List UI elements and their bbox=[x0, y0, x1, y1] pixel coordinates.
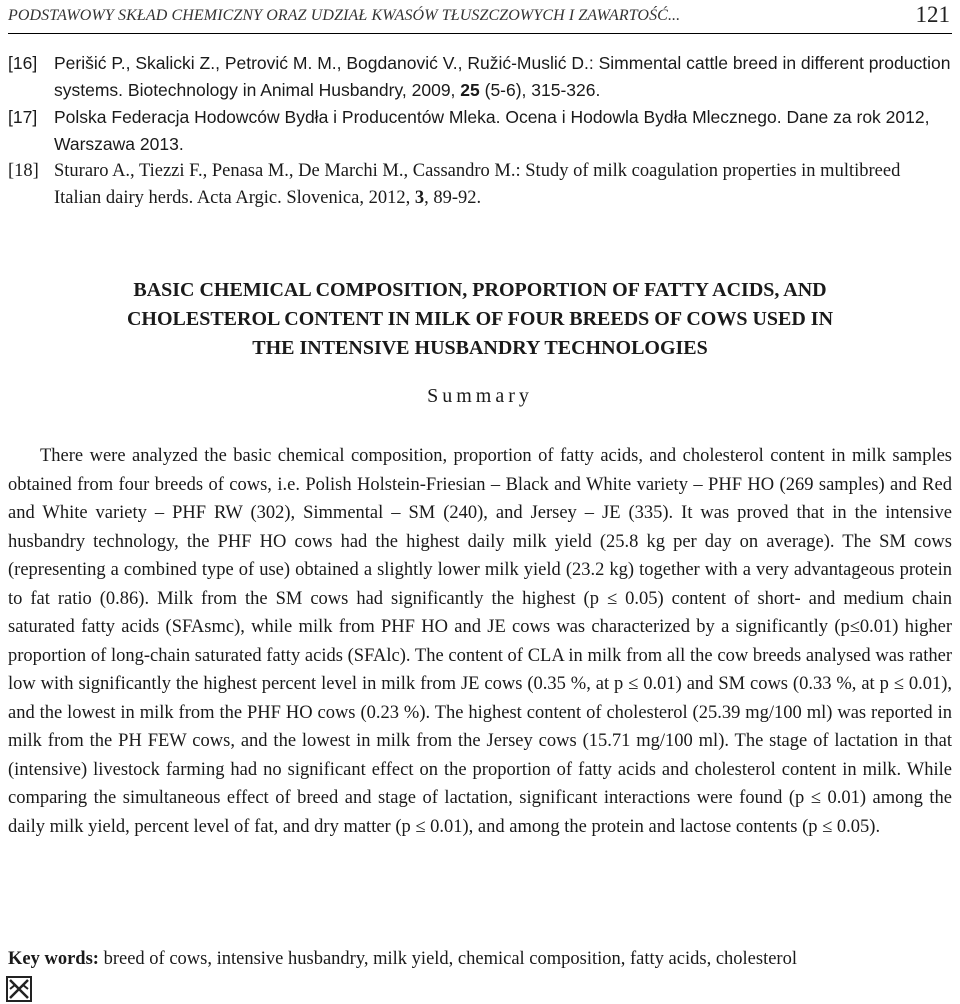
article-title bbox=[8, 276, 952, 363]
page-number: 121 bbox=[915, 2, 950, 27]
reference-text-tail: , 89-92. bbox=[424, 188, 482, 208]
reference-text: Perišić P., Skalicki Z., Petrović M. M., Bogdanović V., Ružić-Muslić D.: Simmental cattle breed in different production systems. Biotechnology in Animal Husbandry, 2009, bbox=[54, 53, 951, 100]
article-title-line: CHOLESTEROL CONTENT IN MILK OF FOUR BREEDS OF COWS USED IN bbox=[126, 308, 834, 330]
header-rule bbox=[8, 33, 952, 34]
reference-volume: 3 bbox=[414, 188, 425, 208]
running-title: PODSTAWOWY SKŁAD CHEMICZNY ORAZ UDZIAŁ KWASÓW TŁUSZCZOWYCH I ZAWARTOŚĆ... bbox=[8, 7, 681, 24]
reference-list bbox=[8, 50, 952, 212]
reference-item bbox=[8, 104, 952, 158]
article-title-line: THE INTENSIVE HUSBANDRY TECHNOLOGIES bbox=[252, 337, 708, 359]
reference-item bbox=[8, 50, 952, 104]
reference-number: [17] bbox=[8, 107, 38, 127]
summary-paragraph: There were analyzed the basic chemical composition, proportion of fatty acids, and cholesterol content in milk samples obtained from four breeds of cows, i.e. Polish Holstein-Friesian – Black and White variety – PHF HO (269 samples) and Red and White variety – PHF RW (302), Simmental – SM (240), and Jersey – JE (335). It was proved that in the intensive husbandry technology, the PHF HO cows had the highest daily milk yield (25.8 kg per day on average). The SM cows (representing a combined type of use) obtained a slightly lower milk yield (23.2 kg) together with a very advantageous protein to fat ratio (0.86). Milk from the SM cows had significantly the highest (p ≤ 0.05) content of short- and medium chain saturated fatty acids (SFAsmc), while milk from PHF HO and JE cows was characterized by a significantly (p≤0.01) higher proportion of long-chain saturated fatty acids (SFAlc). The content of CLA in milk from all the cow breeds analysed was rather low with significantly the highest percent level in milk from JE cows (0.35 %, at p ≤ 0.01) and SM cows (0.33 %, at p ≤ 0.01), and the lowest in milk from the PHF HO cows (0.23 %). The highest content of cholesterol (25.39 mg/100 ml) was reported in milk from the PH FEW cows, and the lowest in milk from the Jersey cows (15.71 mg/100 ml). The stage of lactation in that (intensive) livestock farming had no significant effect on the proportion of fatty acids and cholesterol content in milk. While comparing the simultaneous effect of breed and stage of lactation, significant interactions were found (p ≤ 0.01) among the daily milk yield, percent level of fat, and dry matter (p ≤ 0.01), and among the protein and lactose contents (p ≤ 0.05). bbox=[8, 446, 952, 837]
running-header bbox=[8, 2, 952, 32]
reference-text: Polska Federacja Hodowców Bydła i Producentów Mleka. Ocena i Hodowla Bydła Mlecznego. Dane za rok 2012, Warszawa 2013. bbox=[54, 107, 930, 154]
reference-item bbox=[8, 158, 952, 212]
reference-volume: 25 bbox=[460, 80, 480, 100]
keywords bbox=[8, 945, 952, 973]
keywords-text: breed of cows, intensive husbandry, milk yield, chemical composition, fatty acids, cholesterol bbox=[98, 949, 797, 969]
reference-text-tail: (5-6), 315-326. bbox=[479, 80, 601, 100]
publisher-logo-icon bbox=[6, 976, 32, 1002]
keywords-label: Key words: bbox=[8, 949, 99, 969]
article-title-line: BASIC CHEMICAL COMPOSITION, PROPORTION OF FATTY ACIDS, AND bbox=[133, 279, 827, 301]
summary-body bbox=[8, 442, 952, 841]
reference-number: [18] bbox=[8, 161, 39, 181]
reference-text: Sturaro A., Tiezzi F., Penasa M., De Marchi M., Cassandro M.: Study of milk coagulation properties in multibreed Italian dairy herds. Acta Argic. Slovenica, 2012, bbox=[54, 161, 901, 208]
summary-heading: Summary bbox=[427, 385, 533, 407]
reference-number: [16] bbox=[8, 53, 38, 73]
